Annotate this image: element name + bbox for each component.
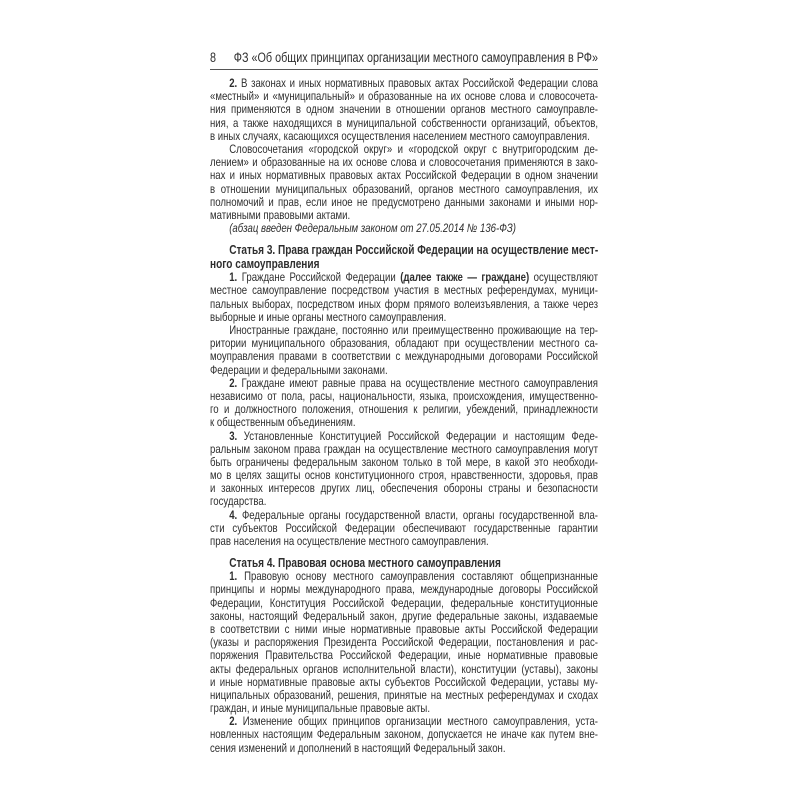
- text-segment: (абзац введен Федеральным законом от 27.05.2014 № 136-ФЗ): [229, 221, 516, 236]
- text-segment: ральным законом права граждан на осуществление местного самоуправления могут: [210, 441, 598, 456]
- paragraph: [210, 509, 598, 549]
- text-segment: и законных интересов других лиц, обеспечения обороны страны и безопасности: [210, 481, 598, 496]
- text-segment: нах и иных нормативных правовых актах Российской Федерации в одном значении: [210, 168, 598, 183]
- paragraph: [210, 377, 598, 430]
- text-segment: прав населения на осуществление местного самоуправления.: [210, 534, 489, 548]
- bold-text: (далее также — граждане): [400, 270, 530, 285]
- text-segment: Правовую основу местного самоуправления составляют общепризнанные: [237, 569, 598, 584]
- text-segment: Статья 3. Права граждан Российской Федерации на осуществление мест-: [229, 243, 599, 258]
- running-header: [210, 50, 598, 66]
- text-segment: осуществляют: [529, 270, 599, 285]
- paragraph: [210, 271, 598, 324]
- text-segment: «местный» и «муниципальный» и образованные на их основе слова и словосочета-: [210, 89, 598, 104]
- text-segment: в соответствии с ними иные нормативные правовые акты Российской Федерации: [210, 621, 598, 636]
- article-heading: [210, 243, 598, 271]
- text-segment: государства.: [210, 494, 267, 509]
- text-segment: полномочий и прав, если иное не предусмотрено данными законами и иными нор-: [210, 194, 598, 209]
- text-segment: к общественным объединениям.: [210, 415, 356, 430]
- paragraph: [210, 143, 598, 222]
- text-segment: новленных настоящим Федеральным законом, допускается не иначе как путем вне-: [210, 727, 598, 742]
- text-segment: ритории муниципального образования, обладают при осуществлении местного са-: [210, 336, 598, 351]
- text-segment: Граждане имеют равные права на осуществление местного самоуправления: [237, 375, 598, 390]
- text-segment: Установленные Конституцией Российской Федерации и настоящим Феде-: [237, 428, 598, 443]
- text-segment: принципы и нормы международного права, международные договоры Российской: [210, 582, 598, 597]
- text-segment: выборные и иные органы местного самоуправления.: [210, 309, 447, 324]
- text-segment: го и должностного положения, отношения к религии, убеждений, принадлежности: [210, 402, 598, 417]
- bold-text: 1.: [229, 270, 238, 285]
- text-segment: ниципальных образований, решения, принятые на местных референдумах и сходах: [210, 687, 598, 702]
- text-line: [210, 482, 598, 495]
- bold-text: 3.: [229, 428, 238, 443]
- text-segment: Словосочетания «городской округ» и «городской округ с внутригородским де-: [229, 141, 598, 156]
- text-segment: Граждане Российской Федерации: [237, 270, 401, 285]
- bold-text: 2.: [229, 76, 238, 90]
- text-segment: Изменение общих принципов организации местного самоуправления, уста-: [237, 714, 598, 729]
- text-line: [210, 535, 598, 548]
- text-segment: быть ограничены федеральным законом только в той мере, в какой это необходи-: [210, 454, 598, 469]
- text-segment: граждан, и иные муниципальные правовые акты.: [210, 701, 430, 716]
- text-segment: сения изменений и дополнений в настоящий Федеральный закон.: [210, 740, 506, 755]
- text-segment: лением» и образованные на их основе слова и словосочетания применяются в зако-: [210, 155, 598, 170]
- text-segment: Иностранные граждане, постоянно или преимущественно проживающие на тер-: [229, 323, 598, 337]
- text-line: [210, 556, 598, 570]
- bold-text: 2.: [229, 375, 238, 390]
- header-rule: [210, 69, 598, 70]
- paragraph: [210, 430, 598, 509]
- text-segment: местное самоуправление посредством участия в местных референдумах, муници-: [210, 283, 598, 298]
- article-heading: [210, 556, 598, 570]
- text-segment: ного самоуправления: [210, 257, 320, 272]
- text-segment: поряжения Правительства Российской Федерации, иные нормативные правовые: [210, 648, 598, 663]
- text-segment: моуправления правами в соответствии с международными договорами Российской: [210, 349, 598, 364]
- text-segment: пальных выборах, посредством иных форм прямого волеизъявления, а также через: [210, 296, 598, 311]
- text-segment: Статья 4. Правовая основа местного самоуправления: [229, 556, 501, 571]
- text-segment: сти субъектов Российской Федерации обеспечивают государственные гарантии: [210, 520, 598, 535]
- bold-text: 1.: [229, 569, 238, 584]
- text-segment: Федеральные органы государственной власти, органы государственной вла-: [237, 507, 598, 522]
- text-line: [210, 742, 598, 755]
- text-line: [210, 257, 598, 271]
- text-segment: В законах и иных нормативных правовых актах Российской Федерации слова: [237, 76, 598, 90]
- paragraph: [210, 570, 598, 715]
- running-title: ФЗ «Об общих принципах организации местного самоуправления в РФ»: [233, 50, 598, 65]
- text-segment: законы, настоящий Федеральный закон, другие федеральные законы, издаваемые: [210, 608, 598, 623]
- text-segment: ния, а также находящихся в муниципальной собственности организаций, объектов,: [210, 115, 598, 130]
- text-segment: Федерации, Конституция Российской Федерации, федеральные конституционные: [210, 595, 598, 610]
- text-segment: мо в целях защиты основ конституционного строя, нравственности, здоровья, прав: [210, 468, 598, 483]
- text-segment: и иные нормативные правовые акты субъектов Российской Федерации, уставы му-: [210, 674, 598, 689]
- bold-text: 4.: [229, 507, 238, 522]
- amendment-note: [210, 222, 598, 235]
- text-line: [210, 222, 598, 235]
- text-segment: в иных случаях, касающихся осуществления населением местного самоуправления.: [210, 128, 590, 143]
- text-segment: ния применяются в одном значении в отношении органов местного самоуправле-: [210, 102, 598, 117]
- text-line: [210, 243, 598, 257]
- bold-text: 2.: [229, 714, 238, 729]
- text-segment: (указы и распоряжения Президента Российской Федерации, постановления и рас-: [210, 635, 598, 650]
- text-segment: в отношении муниципальных образований, органов местного самоуправления, их: [210, 181, 598, 196]
- text-segment: акты федеральных органов исполнительной власти), конституции (уставы), законы: [210, 661, 598, 676]
- text-segment: Федерации и федеральными законами.: [210, 362, 388, 377]
- page-body: [210, 77, 598, 755]
- text-segment: мативными правовыми актами.: [210, 207, 351, 222]
- text-segment: независимо от пола, расы, национальности, языка, происхождения, имущественно-: [210, 388, 598, 403]
- page-number: 8: [210, 50, 217, 65]
- paragraph: [210, 77, 598, 143]
- paragraph: [210, 324, 598, 377]
- paragraph: [210, 715, 598, 755]
